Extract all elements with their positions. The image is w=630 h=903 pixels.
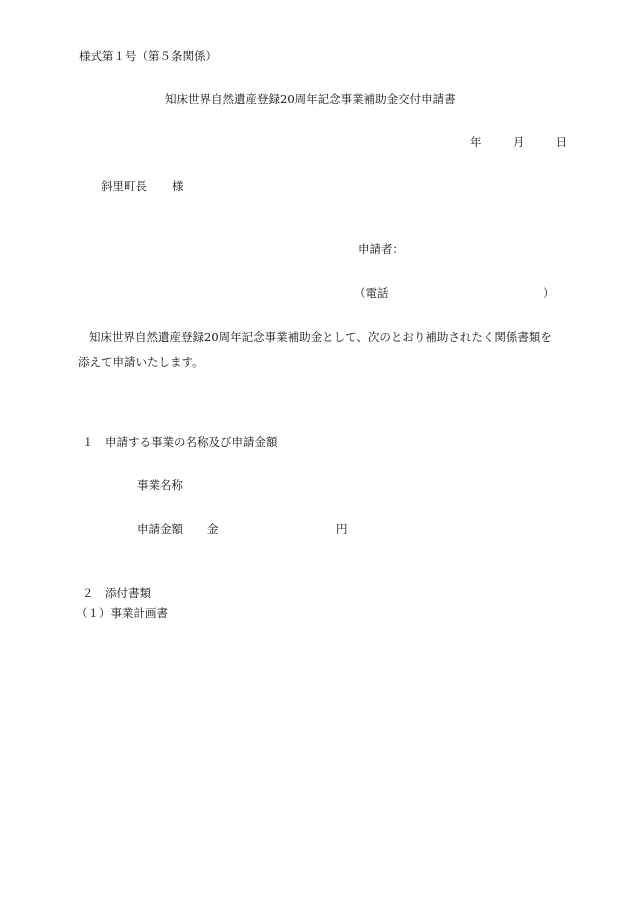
date-line [470, 137, 567, 149]
project-name-label: 事業名称 [137, 478, 183, 492]
section2-heading: ２ 添付書類 [82, 586, 151, 600]
attachment-item: （１）事業計画書 [76, 606, 168, 620]
amount-prefix: 金 [207, 522, 219, 536]
amount-suffix: 円 [336, 522, 348, 536]
section1-heading: １ 申請する事業の名称及び申請金額 [82, 435, 278, 449]
date-day-label: 日 [555, 135, 568, 149]
form-number: 様式第１号（第５条関係） [79, 49, 217, 63]
date-year-label: 年 [470, 135, 482, 149]
document-title: 知床世界自然遺産登録20周年記念事業補助金交付申請書 [165, 92, 456, 106]
phone-close: ） [543, 286, 555, 300]
applicant-label: 申請者： [358, 242, 404, 256]
addressee-name: 斜里町長 [101, 179, 147, 193]
body-paragraph [78, 325, 553, 375]
date-month-label: 月 [512, 135, 525, 149]
addressee-honorific: 様 [172, 179, 184, 193]
body-text: 知床世界自然遺産登録20周年記念事業補助金として、次のとおり補助されたく関係書類を添えて申請いたします。 [78, 330, 552, 369]
phone-open: （電話 [354, 286, 389, 300]
amount-label: 申請金額 [137, 522, 183, 536]
